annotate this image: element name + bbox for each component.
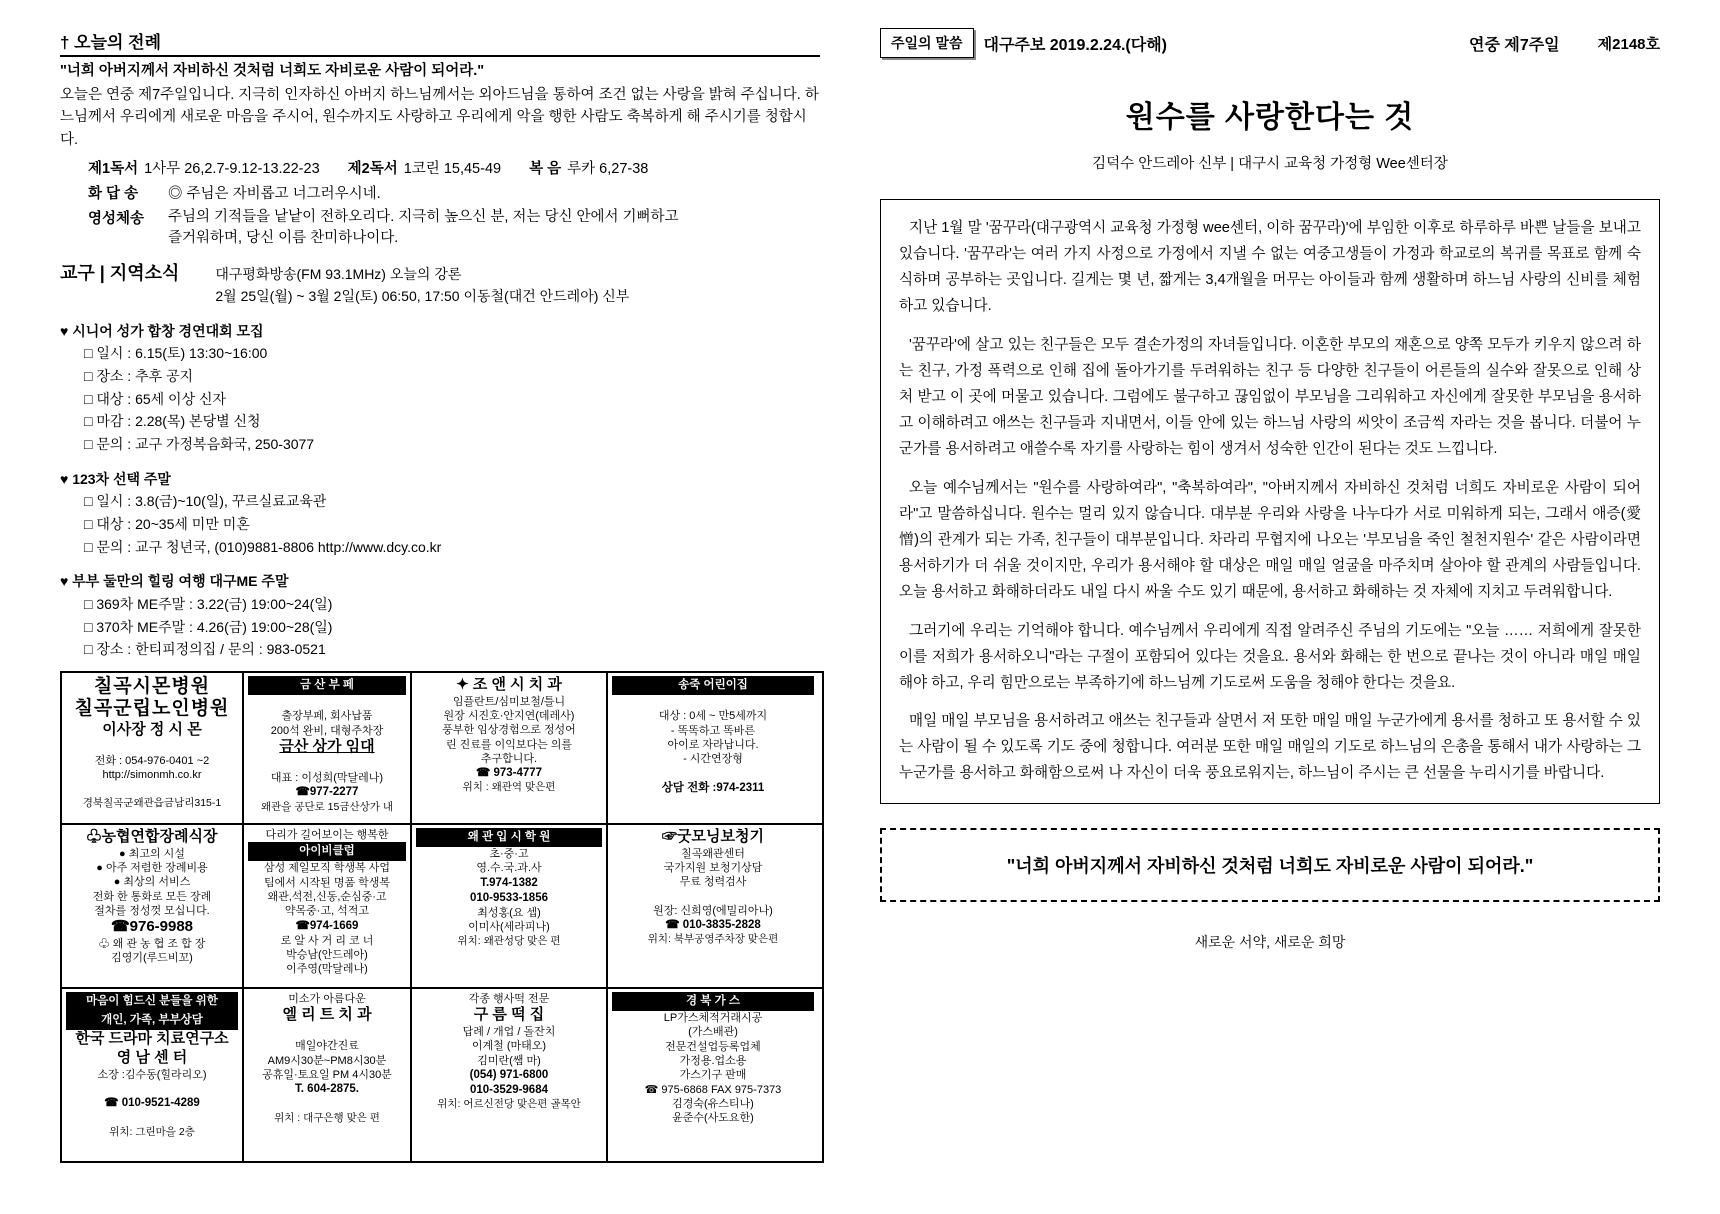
ad-geumsan-buffet [244,673,412,823]
ad-line: 상담 전화 :974-2311 [661,781,765,794]
ad-line: 영 남 센 터 [116,1049,188,1067]
ad-line: http://simonmh.co.kr [102,769,202,782]
notice-line: □ 369차 ME주말 : 3.22(금) 19:00~24(일) [84,595,333,612]
notice-title: ♥ 시니어 성가 합창 경연대회 모집 [60,322,264,339]
scripture-quote-box [880,828,1660,902]
ad-line: 왜 관 입 시 학 원 [416,828,602,847]
ad-line: 왜관을 공단로 15금산상가 내 [260,800,393,813]
ad-line: 이주영(막달레나) [286,963,368,976]
ad-line: 이계철 (마태오) [471,1040,547,1053]
ad-line: 린 진료를 이익보다는 의를 [445,738,573,751]
liturgy-quote: "너희 아버지께서 자비하신 것처럼 너희도 자비로운 사람이 되어라." [60,63,485,79]
scripture-quote: "너희 아버지께서 자비하신 것처럼 너희도 자비로운 사람이 되어라." [1006,856,1534,877]
ad-ivy-club-uniform [244,825,412,987]
ad-line: 위치: 어르신전당 맞은편 골목안 [437,1098,581,1111]
ad-line: 풍부한 임상경험으로 정성어 [442,724,576,737]
ad-line: 칠곡왜관센터 [681,847,745,860]
ad-line: 한국 드라마 치료연구소 [75,1030,229,1048]
ad-line: 삼성 제일모직 학생복 사업 [263,862,391,875]
ad-line: ✦ 조 앤 시 치 과 [456,675,562,693]
reading-label-5: 영성체송 [88,210,145,227]
notice-line: □ 문의 : 교구 청년국, (010)9881-8806 http://www.dcy.co.kr [84,538,442,555]
notice-line: □ 370차 ME주말 : 4.26(금) 19:00~28(일) [84,618,333,635]
notice-line: □ 마감 : 2.28(목) 본당별 신청 [84,413,261,430]
reading-value-5: 주님의 기적들을 낱낱이 전하오리다. 지극히 높으신 분, 저는 당신 안에서 기뻐하고 즐거워하며, 당신 이름 찬미하나이다. [168,208,679,246]
ad-line: 아이비클럽 [248,842,406,861]
ad-line: 미소가 아름다운 [288,992,366,1005]
ad-line: ☎ 010-9521-4289 [104,1097,200,1110]
ad-line: 다리가 길어보이는 행복한 [265,828,389,841]
ad-line: 송죽 어린이집 [612,676,814,695]
ad-line: ● 최상의 서비스 [113,876,191,889]
notice-title: ♥ 123차 선택 주말 [60,470,171,487]
liturgy-header: † 오늘의 전례 [60,28,820,57]
ad-line: - 똑똑하고 똑바른 [670,724,756,737]
ad-line: 국가지원 보청기상담 [663,861,763,874]
ad-line: 경 북 가 스 [612,992,814,1011]
ad-line: 위치: 왜관성당 맞은 편 [457,934,561,947]
ad-line: 아이로 자라납니다. [667,738,759,751]
ad-line: 추구합니다. [480,752,538,765]
left-page [60,28,820,1163]
ad-line [612,695,814,709]
notice-line: □ 장소 : 추후 공지 [84,367,194,384]
notice-line: □ 장소 : 한티피정의집 / 문의 : 983-0521 [84,641,326,658]
ad-line: 010-9533-1856 [469,891,548,904]
ad-line: ☎974-1669 [295,919,359,932]
ad-line: 마음이 힘드신 분들을 위한 [66,992,238,1011]
ad-nonghyup-funeral [62,825,244,987]
readings-table [60,157,820,248]
ad-line: 김미란(쌤 마) [477,1054,541,1067]
notice-item [60,468,820,559]
liturgy-body: 오늘은 연중 제7주일입니다. 지극히 인자하신 아버지 하느님께서는 외아드님을 통하여 조건 없는 사랑을 밝혀 주십니다. 하느님께서 우리에게 새로운 마음을 주시어, 원수까지도 사랑하고 우리에게 악을 행한 사람도 축복하게 해 주시기를 청합시다. [60,87,819,148]
ad-line: 김영기(루드비꼬) [111,952,193,965]
ad-line: ☞굿모닝보청기 [662,827,764,845]
ad-line: 경북칠곡군왜관읍금남리315-1 [82,796,222,809]
ad-line: 소장 :김수동(힐라리오) [97,1068,207,1081]
ad-line: 위치 : 대구은행 맞은 편 [274,1111,380,1124]
ad-line: ☎ 975-6868 FAX 975-7373 [644,1083,782,1096]
article-paragraph: 그러기에 우리는 기억해야 합니다. 예수님께서 우리에게 직접 알려주신 주님의 기도에는 "오늘 …… 저희에게 잘못한 이를 저희가 용서하오니"라는 구절이 포함되어 있다는 것을요. 용서와 화해는 한 번으로 끝나는 것이 아니라 매일 매일 해야 하고, 우리 힘만으로는 부족하기에 하느님께 기도로써 도움을 청해야 한다는 것을요. [899,622,1641,691]
ad-line: 각종 행사떡 전문 [468,992,550,1005]
notice-item [60,320,820,456]
ad-line: 칠곡군립노인병원 [74,698,230,720]
ad-line: 200석 완비, 대형주차장 [270,724,384,737]
notice-line: □ 문의 : 교구 가정복음화국, 250-3077 [84,435,315,452]
ad-line: 약목중·고, 석적고 [284,905,370,918]
ad-line: ♧ 왜 관 농 협 조 합 장 [98,937,206,950]
notice-line: □ 대상 : 20~35세 미만 미혼 [84,515,250,532]
ad-line: 이미사(세라피나) [468,921,550,934]
ad-line: 칠곡시몬병원 [93,675,211,697]
readings-row-communion [60,207,820,249]
ad-line: 임플란트/심미보철/틀니 [452,695,566,708]
ad-line [66,1082,238,1096]
ad-line [248,695,406,709]
ad-line: 절차를 정성껏 모십니다. [94,904,210,917]
ad-line: LP가스체적거래시공 [663,1012,763,1025]
ad-line: 초·중·고 [489,848,529,861]
diocese-section [60,249,820,308]
ad-good-morning-hearing [608,825,818,987]
ad-line [248,1025,406,1039]
ad-line: 무료 청력검사 [679,876,747,889]
ad-line [612,767,814,781]
bulletin-date: 대구주보 2019.2.24.(다해) [983,36,1167,54]
article-body [880,199,1660,804]
advertisement-row [62,825,822,989]
notice-line: □ 일시 : 6.15(토) 13:30~16:00 [84,345,268,362]
reading-label-3: 복 음 [529,161,562,178]
ad-line: 출장부페, 회사납품 [281,710,373,723]
ad-line: ☎ 010-3835-2828 [665,919,761,932]
ad-line: 개인, 가족, 부부상담 [66,1011,238,1030]
diocese-title: 교구 | 지역소식 [60,262,180,283]
ad-line: 최성홍(요 셉) [477,907,541,920]
ad-line [66,782,238,796]
article-author: 김덕수 안드레아 신부 | 대구시 교육청 가정형 Wee센터장 [1092,156,1448,172]
ad-line: 영.수.국.과.사 [476,862,542,875]
notice-item [60,570,820,661]
ad-line: 김경숙(유스티나) [672,1097,754,1110]
ad-line: 위치 : 왜관역 맞은편 [462,781,556,794]
reading-label-1: 제1독서 [88,161,139,178]
ad-songjuk-kindergarten [608,673,818,823]
reading-label-2: 제2독서 [347,161,398,178]
ad-cloud-ricecake [412,989,608,1161]
ad-line: 답례 / 개업 / 돌잔치 [462,1025,556,1038]
ad-line: ♧농협연합장례식장 [86,827,218,845]
broadcast-info [185,249,629,308]
ad-line: 이사장 정 시 몬 [102,720,202,738]
ad-elite-dental [244,989,412,1161]
broadcast-line-2: 2월 25일(월) ~ 3월 2일(토) 06:50, 17:50 이동철(대건 안드레아) 신부 [215,288,630,305]
ad-waegwan-academy [412,825,608,987]
ad-line [248,757,406,771]
ad-line: 대상 : 0세 ~ 만5세까지 [658,710,768,723]
ad-line: ● 아주 저렴한 장례비용 [96,861,208,874]
ad-line: 구 름 떡 집 [473,1006,545,1024]
ad-line: AM9시30분~PM8시30분 [267,1054,387,1067]
ad-line: ☎976-9988 [110,918,194,936]
notice-title: ♥ 부부 둘만의 힐링 여행 대구ME 주말 [60,573,289,590]
notice-line: □ 대상 : 65세 이상 신자 [84,390,227,407]
advertisement-row [62,673,822,825]
readings-row-first [60,157,820,182]
ad-line: - 시간연장형 [683,753,743,766]
ad-line: 원장 시진호·안지연(데레사) [443,709,575,722]
ad-line: (054) 971-6800 [469,1068,549,1081]
article-paragraph: '꿈꾸라'에 살고 있는 친구들은 모두 결손가정의 자녀들입니다. 이혼한 부모의 재혼으로 양쪽 모두가 키우지 않으려 하는 친구, 가정 폭력으로 인해 집에 돌아가기를 두려워하는 친구 등 다양한 친구들이 어른들의 실수와 잘못으로 인해 상처 받고 이 곳에 머물고 있습니다. 그럼에도 불구하고 끊임없이 부모님을 그리워하고 자신에게 잘못한 부모님을 용서하고 이해하려고 애쓰는 친구들과 지내면서, 이들 안에 있는 하느님 사랑의 씨앗이 조금씩 자라는 것을 봅니다. 더불어 누군가를 용서하려고 애쓸수록 자기를 사랑하는 힘이 생겨서 성숙한 인간이 된다는 것도 느낍니다. [899,336,1641,457]
ad-line [66,739,238,753]
ad-line: 윤준수(사도요한) [672,1112,754,1125]
ad-line: 가스기구 판매 [679,1069,747,1082]
reading-value-2: 1코린 15,45-49 [403,161,502,178]
notice-line: □ 일시 : 3.8(금)~10(일), 꾸르실료교육관 [84,493,327,510]
ad-line: 금산 상가 임대 [279,737,375,755]
reading-value-1: 1사무 26,2.7-9.12-13.22-23 [144,161,320,178]
ad-gyeongbuk-gas [608,989,818,1161]
article-header [880,28,1660,58]
sunday-word-badge: 주일의 말씀 [880,28,974,58]
ad-line: (가스배관) [688,1026,738,1039]
ad-line: ● 최고의 시설 [119,847,185,860]
reading-value-3: 루카 6,27-38 [567,161,649,178]
article-title: 원수를 사랑한다는 것 [1125,101,1415,134]
broadcast-line-1: 대구평화방송(FM 93.1MHz) 오늘의 강론 [215,265,462,282]
ad-line: 전화 : 054-976-0401 ~2 [94,754,210,767]
ad-line: 가정용.업소용 [679,1054,747,1067]
ad-joe-and-c-dental [412,673,608,823]
ad-line: 대표 : 이성희(막달레나) [270,772,384,785]
ad-line: 위치: 북부공영주차장 맞은편 [647,933,779,946]
ad-line: 공휴일·토요일 PM 4시30분 [262,1068,392,1081]
ad-line [612,890,814,904]
ad-line: ☎977-2277 [295,786,359,799]
ad-line: 팀에서 시작된 명품 학생복 [263,876,391,889]
ad-line: 왜관,석전,신동,순심중·고 [267,890,387,903]
article-paragraph: 오늘 예수님께서는 "원수를 사랑하여라", "축복하여라", "아버지께서 자비하신 것처럼 너희도 자비로운 사람이 되어라"고 말씀하십니다. 원수는 멀리 있지 않습니다. 대부분 우리와 사랑을 나누다가 서로 미워하게 되는, 그래서 애증(愛憎)의 관계가 되는 가족, 친구들이 대부분입니다. 차라리 무협지에 나오는 '부모님을 죽인 철천지원수' 같은 사람이라면 용서하기가 더 쉬울 것이지만, 우리가 용서해야 할 대상은 매일 매일 얼굴을 마주치며 살아야 할 관계의 사람들입니다. 오늘 용서하고 화해하더라도 내일 다시 싸울 수도 있기 때문에, 용서하고 화해하는 것 자체에 지치고 두려워합니다. [899,479,1641,600]
ad-korea-drama-therapy [62,989,244,1161]
ad-line: 매일야간진료 [295,1040,359,1053]
ad-line: T.974-1382 [480,876,538,889]
article-paragraph: 지난 1월 말 '꿈꾸라(대구광역시 교육청 가정형 wee센터, 이하 꿈꾸라)'에 부임한 이후로 하루하루 바쁜 날들을 보내고 있습니다. '꿈꾸라'는 여러 가지 사정으로 가정에서 지낼 수 없는 여중고생들이 가정과 학교로의 복귀를 목표로 함께 숙식하며 공부하는 곳입니다. 길게는 몇 년, 짧게는 3,4개월을 머무는 아이들과 함께 생활하며 하느님 사랑의 신비를 체험하고 있습니다. [899,220,1641,314]
reading-label-4: 화 답 송 [88,186,139,203]
ad-line: ☎ 973-4777 [475,767,543,780]
ad-line: 엘 리 트 치 과 [282,1006,372,1024]
ad-line: 로 알 사 거 리 코 너 [280,934,374,947]
ad-line: 위치: 그린마을 2층 [109,1125,195,1138]
advertisement-row [62,989,822,1161]
readings-row-psalm [60,182,820,207]
ad-line: 금 산 부 페 [248,676,406,695]
right-page [880,28,1660,952]
ad-chilgok-simon-hospital [62,673,244,823]
advertisement-grid [60,671,824,1163]
reading-value-4: ◎ 주님은 자비롭고 너그러우시네. [168,186,381,203]
ad-line: 전문건설업등록업체 [665,1040,761,1053]
ad-line [66,1112,238,1126]
ad-line: 전화 한 통화로 모든 장례 [92,890,212,903]
ad-line: 010-3529-9684 [469,1084,548,1097]
page-footer: 새로운 서약, 새로운 희망 [1194,934,1346,951]
ad-line: T. 604-2875. [295,1083,359,1096]
issue-number: 제2148호 [1597,35,1660,53]
liturgical-season: 연중 제7주일 [1469,36,1560,54]
article-paragraph: 매일 매일 부모님을 용서하려고 애쓰는 친구들과 살면서 저 또한 매일 매일 누군가에게 용서를 청하고 또 용서할 수 있는 사람이 될 수 있도록 기도 중에 청합니다. 여러분 또한 매일 매일의 기도로 하느님의 은총을 통해서 내가 사랑하는 그 누군가를 용서하고 화해함으로써 나 자신이 더욱 풍요로워지는, 하느님이 주시는 큰 선물을 누리시기를 바랍니다. [899,713,1641,782]
ad-line [248,1097,406,1111]
ad-line: 원장: 신희영(에밀리아나) [653,904,773,917]
ad-line: 박승남(안드레아) [286,949,368,962]
